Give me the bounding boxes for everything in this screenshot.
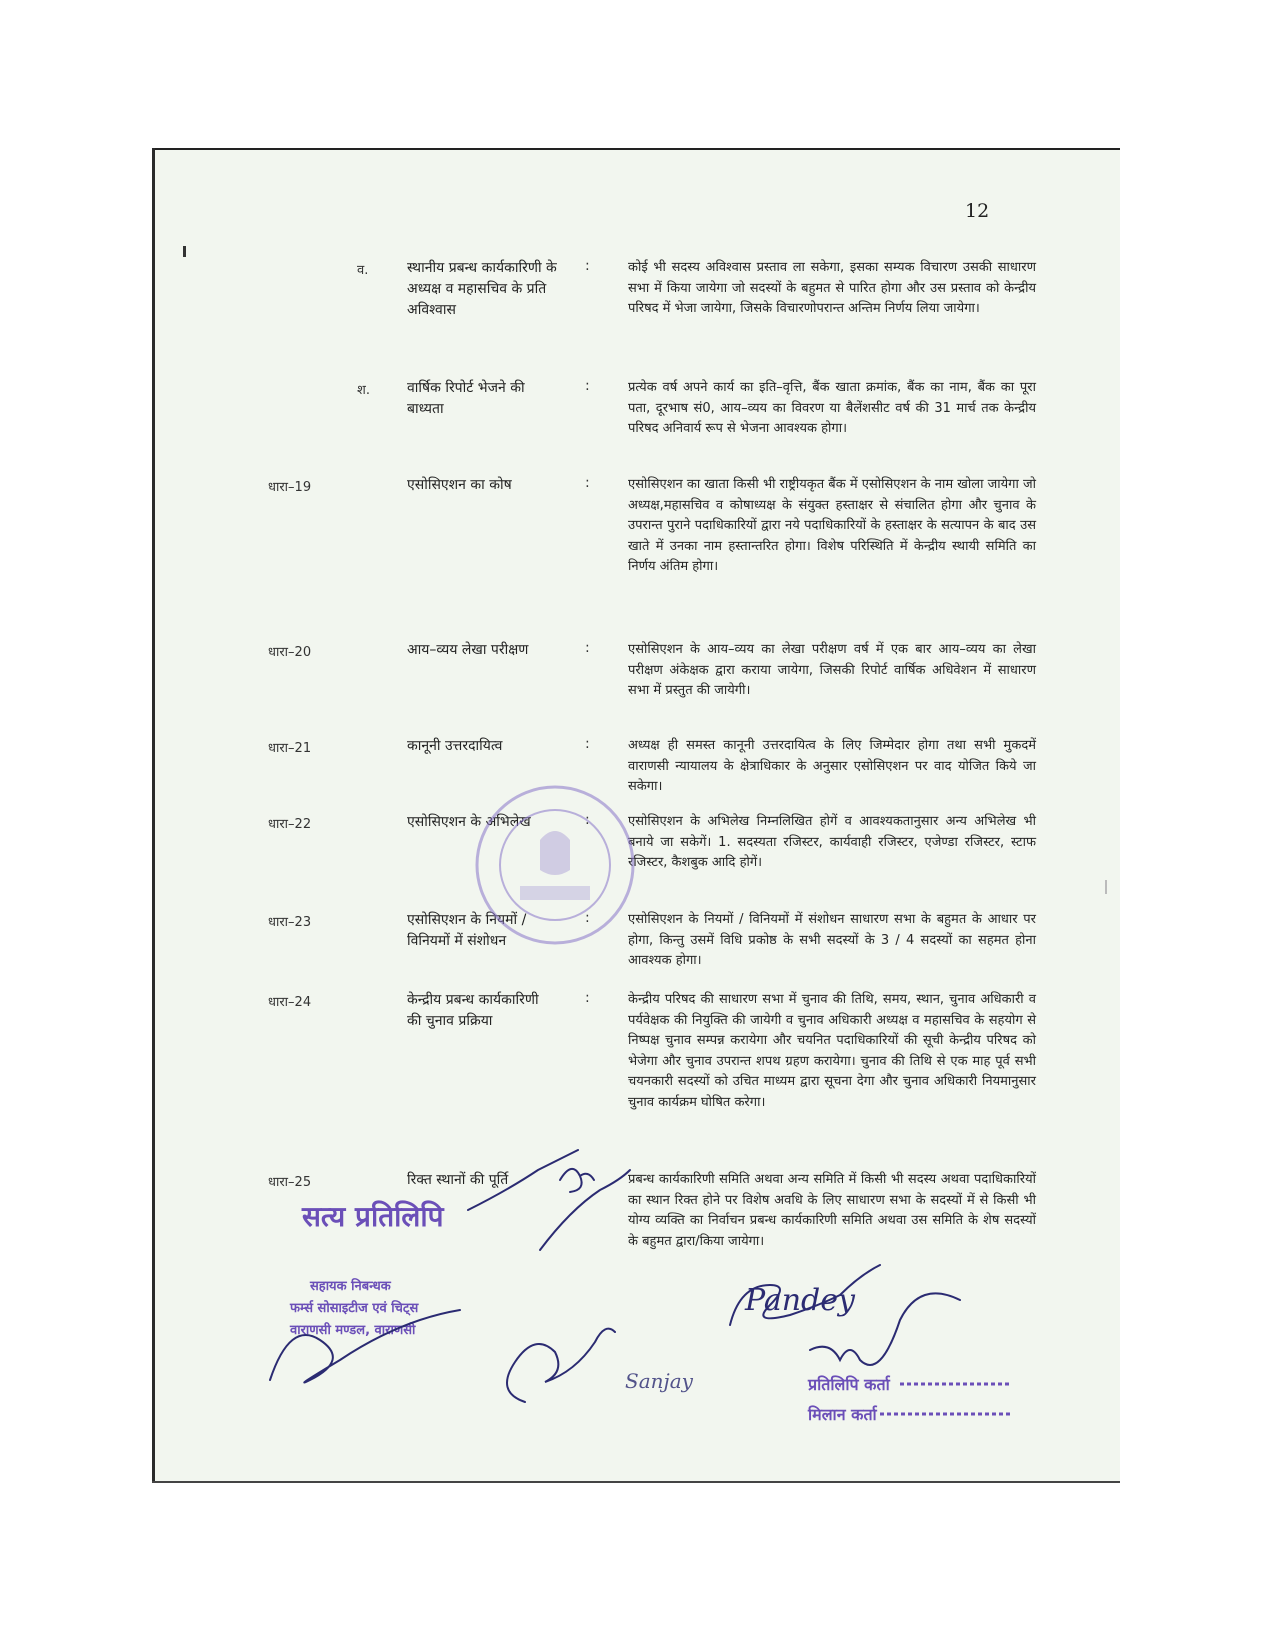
copy-clerk-line1: प्रतिलिपि कर्ता <box>808 1375 890 1394</box>
registrar-stamp-line3: वाराणसी मण्डल, वाराणसी <box>290 1323 416 1338</box>
clause-number: धारा–23 <box>268 915 312 930</box>
clause-number: धारा–25 <box>268 1175 312 1190</box>
clause-body: एसोसिएशन का खाता किसी भी राष्ट्रीयकृत बैंक में एसोसिएशन के नाम खोला जायेगा जो अध्यक्ष,महासचिव व कोषाध्यक्ष के संयुक्त हस्ताक्षर से संचालित होगा और चुनाव के उपरान्त पुराने पदाधिकारियों द्वारा नये पदाधिकारियों के हस्ताक्षर के सत्यापन के बाद उस खाते में उनका नाम हस्तान्तरित होगा। विशेष परिस्थिति में केन्द्रीय स्थायी समिति का निर्णय अंतिम होगा। <box>628 477 1036 574</box>
clause-colon: : <box>585 812 590 828</box>
clause-colon: : <box>585 378 590 394</box>
registrar-stamp-line1: सहायक निबन्धक <box>310 1279 391 1294</box>
scan-mark-right <box>1105 880 1107 894</box>
signature-sanjay: Sanjay <box>625 1369 693 1393</box>
page-number: 12 <box>965 200 990 222</box>
clause-body: अध्यक्ष ही समस्त कानूनी उत्तरदायित्व के लिए जिम्मेदार होगा तथा सभी मुकदमें वाराणसी न्यायालय के क्षेत्राधिकार के अनुसार एसोसिएशन पर वाद योजित किये जा सकेगा। <box>628 738 1036 794</box>
clause-body: एसोसिएशन के नियमों / विनियमों में संशोधन साधारण सभा के बहुमत के आधार पर होगा, किन्तु उसमें विधि प्रकोष्ठ के सभी सदस्यों के 3 / 4 सदस्यों का सहमत होना आवश्यक होगा। <box>628 912 1036 968</box>
clause-colon: : <box>585 640 590 656</box>
clause-colon: : <box>585 910 590 926</box>
clause-title: स्थानीय प्रबन्ध कार्यकारिणी के अध्यक्ष व महासचिव के प्रति अविश्वास <box>407 260 557 318</box>
true-copy-stamp: सत्य प्रतिलिपि <box>302 1200 444 1233</box>
clause-sub-label: व. <box>357 263 369 278</box>
clause-title: एसोसिएशन के नियमों / विनियमों में संशोधन <box>407 912 527 949</box>
clause-title: एसोसिएशन का कोष <box>407 477 512 493</box>
clause-body: कोई भी सदस्य अविश्वास प्रस्ताव ला सकेगा, इसका सम्यक विचारण उसकी साधारण सभा में किया जायेगा जो सदस्यों के बहुमत से पारित होगा और उस प्रस्ताव को केन्द्रीय परिषद में भेजा जायेगा, जिसके विचारणोपरान्त अन्तिम निर्णय लिया जायेगा। <box>628 260 1036 316</box>
clause-number: धारा–22 <box>268 817 312 832</box>
clause-number: धारा–21 <box>268 741 312 756</box>
clause-title: कानूनी उत्तरदायित्व <box>407 738 503 754</box>
copy-clerk-line2: मिलान कर्ता <box>808 1405 877 1424</box>
clause-title: रिक्त स्थानों की पूर्ति <box>407 1172 509 1188</box>
clause-title: केन्द्रीय प्रबन्ध कार्यकारिणी की चुनाव प्रक्रिया <box>407 992 539 1029</box>
clause-sub-label: श. <box>357 383 370 398</box>
clause-body: एसोसिएशन के आय–व्यय का लेखा परीक्षण वर्ष में एक बार आय–व्यय का लेखा परीक्षण अंकेक्षक द्वारा कराया जायेगा, जिसकी रिपोर्ट वार्षिक अधिवेशन में साधारण सभा में प्रस्तुत की जायेगी। <box>628 642 1036 698</box>
scan-border-top <box>152 148 1120 150</box>
clause-colon: : <box>585 258 590 274</box>
clause-number: धारा–20 <box>268 645 312 660</box>
clause-body: प्रत्येक वर्ष अपने कार्य का इति–वृत्ति, बैंक खाता क्रमांक, बैंक का नाम, बैंक का पूरा पता, दूरभाष सं0, आय–व्यय का विवरण या बैलेंशसीट वर्ष की 31 मार्च तक केन्द्रीय परिषद अनिवार्य रूप से भेजना आवश्यक होगा। <box>628 380 1036 436</box>
clause-title: आय–व्यय लेखा परीक्षण <box>407 642 529 658</box>
scan-border-left <box>152 148 155 1482</box>
clause-body: प्रबन्ध कार्यकारिणी समिति अथवा अन्य समिति में किसी भी सदस्य अथवा पदाधिकारियों का स्थान रिक्त होने पर विशेष अवधि के लिए साधारण सभा के सदस्यों में से किसी भी योग्य व्यक्ति का निर्वाचन प्रबन्ध कार्यकारिणी समिति अथवा उस समिति के शेष सदस्यों के बहुमत द्वारा/किया जायेगा। <box>628 1172 1036 1249</box>
clause-title: वार्षिक रिपोर्ट भेजने की बाध्यता <box>407 380 525 417</box>
clause-body: एसोसिएशन के अभिलेख निम्नलिखित होगें व आवश्यकतानुसार अन्य अभिलेख भी बनाये जा सकेगें। 1. सदस्यता रजिस्टर, कार्यवाही रजिस्टर, एजेण्डा रजिस्टर, स्टाफ रजिस्टर, कैशबुक आदि होगें। <box>628 814 1036 870</box>
signature-pandey: Pandey <box>745 1283 855 1318</box>
clause-body: केन्द्रीय परिषद की साधारण सभा में चुनाव की तिथि, समय, स्थान, चुनाव अधिकारी व पर्यवेक्षक की नियुक्ति की जायेगी व चुनाव अधिकारी अध्यक्ष व महासचिव के सहयोग से निष्पक्ष चुनाव सम्पन्न करायेगा और चयनित पदाधिकारियों की सूची केन्द्रीय परिषद को भेजेगा और चुनाव उपरान्त शपथ ग्रहण करायेगा। चुनाव की तिथि से एक माह पूर्व सभी चयनकारी सदस्यों को उचित माध्यम द्वारा सूचना देगा और चुनाव अधिकारी नियमानुसार चुनाव कार्यक्रम घोषित करेगा। <box>628 992 1036 1110</box>
clause-number: धारा–24 <box>268 995 312 1010</box>
scan-border-bottom <box>152 1481 1120 1483</box>
clause-colon: : <box>585 475 590 491</box>
clause-number: धारा–19 <box>268 480 312 495</box>
clause-colon: : <box>585 990 590 1006</box>
clause-title: एसोसिएशन के अभिलेख <box>407 814 531 830</box>
clause-colon: : <box>585 736 590 752</box>
scan-mark <box>183 246 186 257</box>
registrar-stamp-line2: फर्म्स सोसाइटीज एवं चिट्स <box>290 1301 419 1316</box>
